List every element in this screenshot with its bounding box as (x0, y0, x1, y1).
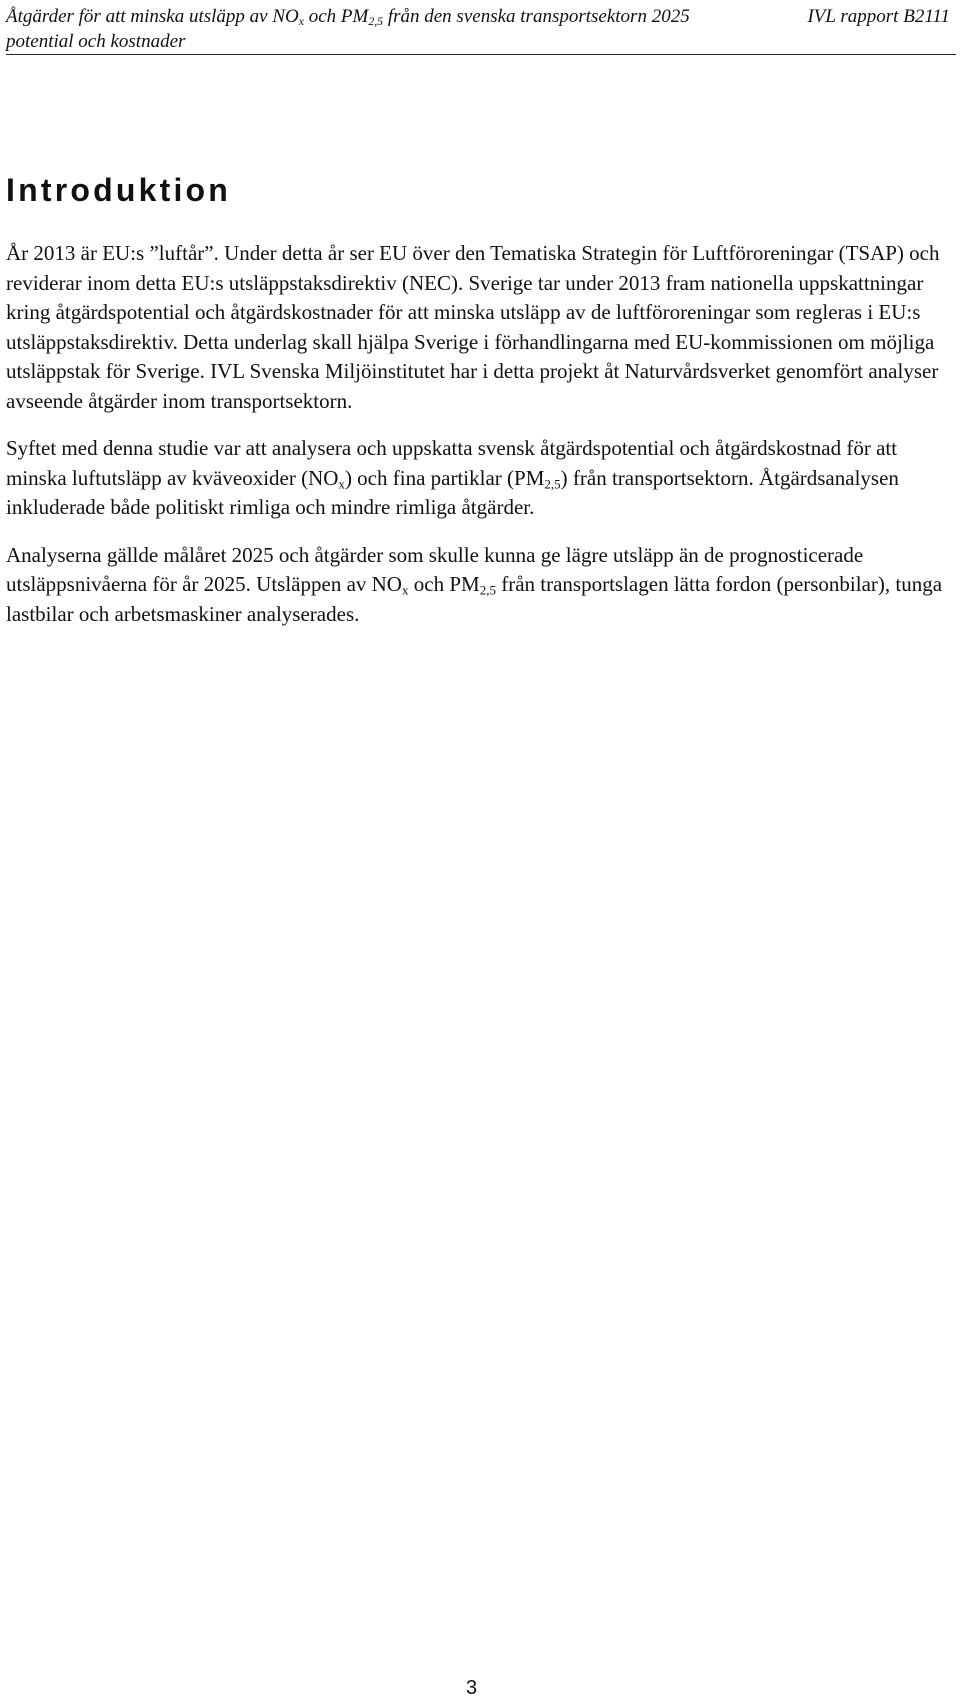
paragraph-3: Analyserna gällde målåret 2025 och åtgärder som skulle kunna ge lägre utsläpp än de prognosticerade utsläppsnivåerna för år 2025. Utsläppen av $NO_x$ och $PM_{2,5}$ från transportslagen lätta fordon (personbilar), tunga lastbilar och arbetsmaskiner analyserades. (6, 542, 943, 626)
document-title: Åtgärder för att minska utsläpp av $NO_x$ och $PM_{2,5}$ från den svenska transportsektorn 2025 potential och kostnader (6, 6, 690, 52)
page-number: 3 (466, 1677, 478, 1699)
page-header (6, 4, 956, 55)
paragraph-1: År 2013 är EU:s ”luftår”. Under detta år ser EU över den Tematiska Strategin för Luftföroreningar (TSAP) och reviderar inom detta EU:s utsläppstaksdirektiv (NEC). Sverige tar under 2013 fram nationella uppskattningar kring åtgärdspotential och åtgärdskostnader för att minska utsläpp av de luftföroreningar som regleras i EU:s utsläppstaksdirektiv. Detta underlag skall hjälpa Sverige i förhandlingarna med EU-kommissionen om möjliga utsläppstak för Sverige. IVL Svenska Miljöinstitutet har i detta projekt åt Naturvårdsverket genomfört analyser avseende åtgärder inom transportsektorn. (6, 241, 940, 413)
report-id: IVL rapport B2111 (807, 6, 950, 27)
paragraph-2: Syftet med denna studie var att analysera och uppskatta svensk åtgärdspotential och åtgärdskostnad för att minska luftutsläpp av kväveoxider $(NO_x)$ och fina partiklar $(PM_{2,5})$ från transportsektorn. Åtgärdsanalysen inkluderade både politiskt rimliga och mindre rimliga åtgärder. (6, 436, 899, 519)
section-heading: Introduktion (6, 172, 232, 208)
body-text (6, 239, 954, 647)
